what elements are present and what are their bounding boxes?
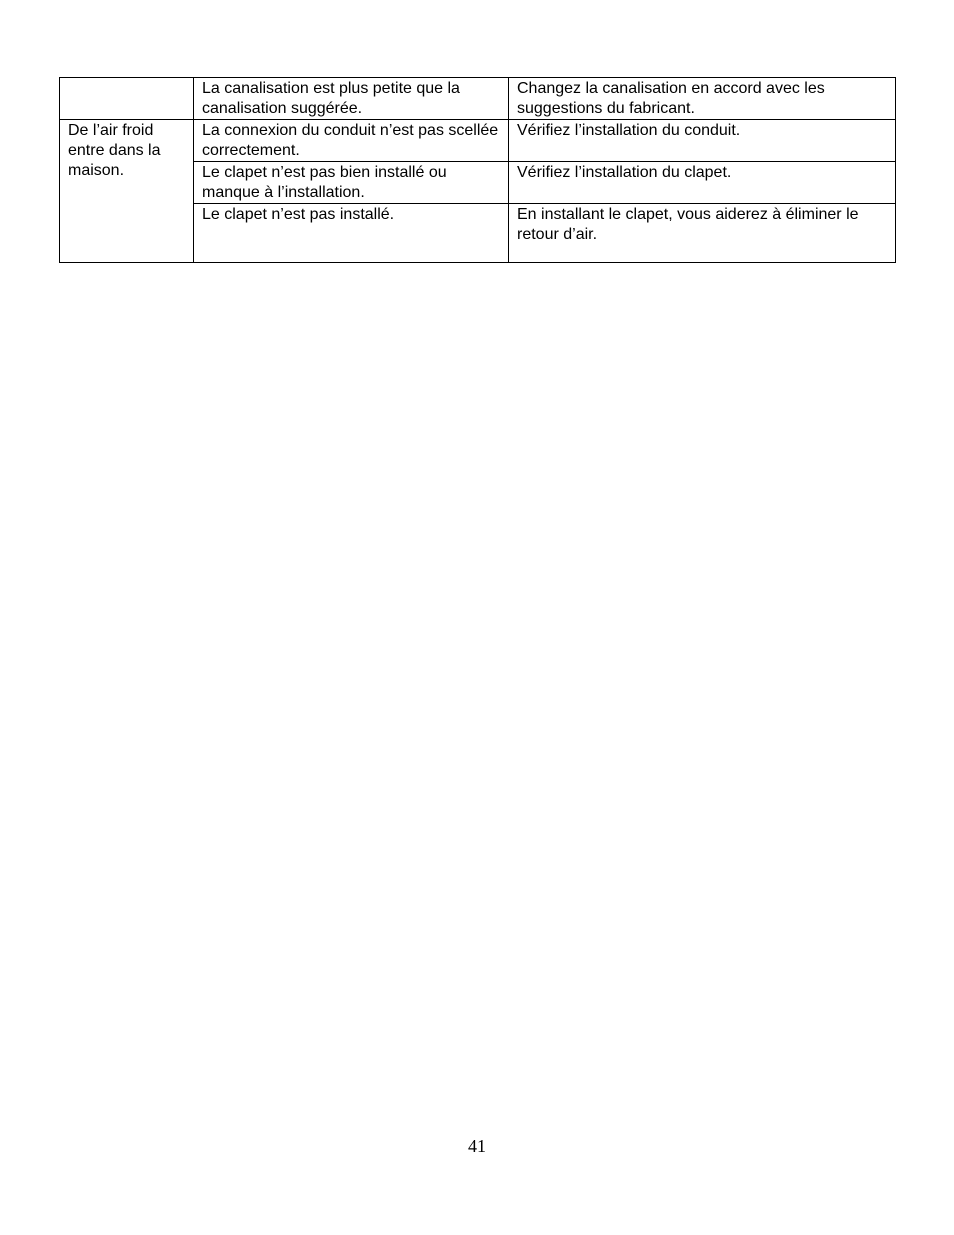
symptom-cell bbox=[60, 78, 194, 120]
symptom-cell: De l’air froid entre dans la maison. bbox=[60, 120, 194, 263]
solution-cell: Changez la canalisation en accord avec les suggestions du fabricant. bbox=[509, 78, 896, 120]
table-row bbox=[60, 120, 896, 162]
solution-cell: Vérifiez l’installation du conduit. bbox=[509, 120, 896, 162]
solution-cell: En installant le clapet, vous aiderez à éliminer le retour d’air. bbox=[509, 204, 896, 263]
page-number: 41 bbox=[468, 1136, 486, 1156]
troubleshooting-table bbox=[59, 77, 896, 263]
table-row bbox=[60, 78, 896, 120]
cause-cell: La connexion du conduit n’est pas scellée correctement. bbox=[194, 120, 509, 162]
solution-cell: Vérifiez l’installation du clapet. bbox=[509, 162, 896, 204]
cause-cell: Le clapet n’est pas installé. bbox=[194, 204, 509, 263]
cause-cell: Le clapet n’est pas bien installé ou manque à l’installation. bbox=[194, 162, 509, 204]
cause-cell: La canalisation est plus petite que la canalisation suggérée. bbox=[194, 78, 509, 120]
